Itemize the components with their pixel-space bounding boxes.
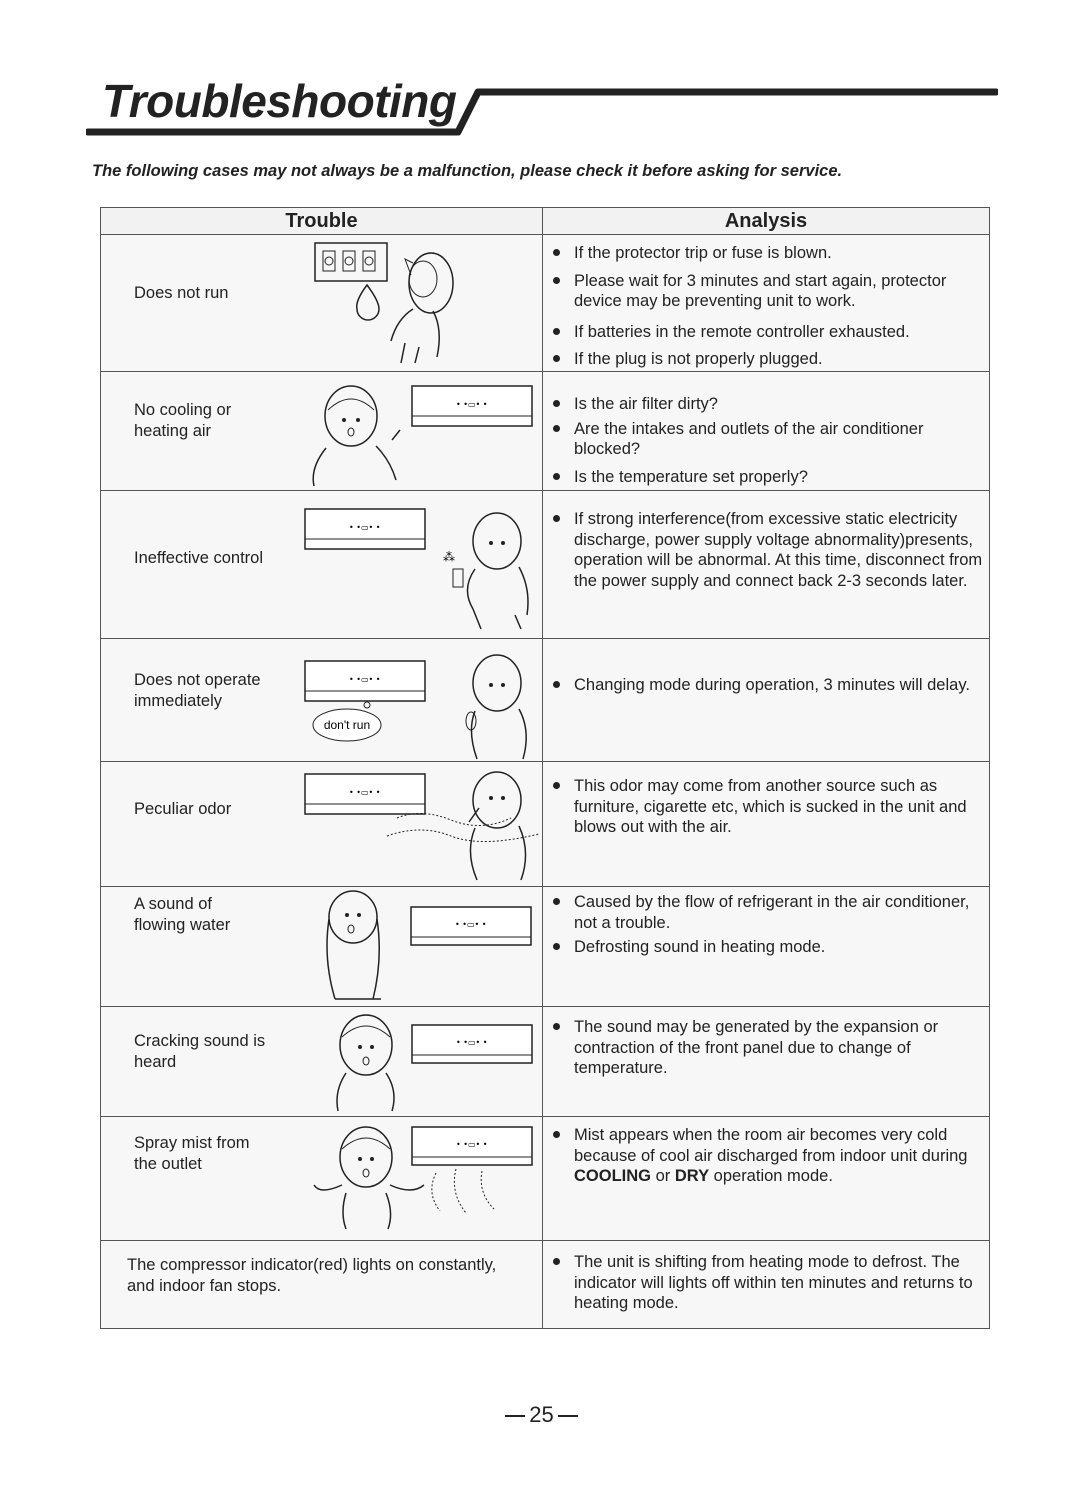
- analysis-list: [549, 509, 985, 598]
- analysis-item: Is the air filter dirty?: [549, 394, 985, 415]
- analysis-cell: [543, 762, 990, 887]
- analysis-cell: [543, 1117, 990, 1241]
- analysis-item: [549, 1125, 985, 1187]
- analysis-text: Mist appears when the room air becomes very cold because of cool air discharged from indoor unit during: [574, 1126, 968, 1165]
- page-subtitle: The following cases may not always be a malfunction, please check it before asking for service.: [92, 162, 843, 180]
- svg-text:• •▭• •: • •▭• •: [456, 1038, 488, 1047]
- analysis-item: If strong interference(from excessive static electricity discharge, power supply voltage abnormality)presents, operation will be abnormal. At this time, disconnect from the power supply and connect back 2-3 seconds later.: [549, 509, 985, 591]
- analysis-list: [549, 1252, 985, 1321]
- analysis-list: [549, 892, 985, 965]
- analysis-item: Defrosting sound in heating mode.: [549, 937, 985, 958]
- dash-right: [558, 1415, 578, 1417]
- trouble-cell: [101, 235, 543, 372]
- woman-wondering-ac-icon: [306, 380, 536, 490]
- analysis-list: [549, 1017, 985, 1086]
- trouble-cell: [101, 639, 543, 762]
- table-row: [101, 639, 990, 762]
- trouble-text: Spray mist from the outlet: [134, 1134, 250, 1173]
- analysis-list: [549, 394, 985, 494]
- trouble-cell: [101, 887, 543, 1007]
- analysis-list: [549, 1125, 985, 1194]
- analysis-item: Changing mode during operation, 3 minutes will delay.: [549, 675, 985, 696]
- analysis-cell: [543, 639, 990, 762]
- trouble-text: No cooling or heating air: [134, 401, 232, 440]
- svg-text:• •▭• •: • •▭• •: [349, 523, 381, 532]
- page-number: [0, 1402, 1083, 1428]
- trouble-text: A sound of flowing water: [134, 895, 231, 934]
- trouble-text: Ineffective control: [134, 549, 264, 567]
- table-row: [101, 372, 990, 491]
- analysis-item: If batteries in the remote controller exhausted.: [549, 322, 985, 343]
- mode-cooling-label: COOLING: [574, 1167, 651, 1185]
- analysis-list: [549, 243, 985, 377]
- analysis-item: The unit is shifting from heating mode to defrost. The indicator will lights off within ten minutes and returns to heating mode.: [549, 1252, 985, 1314]
- svg-text:• •▭• •: • •▭• •: [456, 400, 488, 409]
- trouble-text: Does not operate immediately: [134, 671, 261, 710]
- trouble-text: Peculiar odor: [134, 800, 232, 818]
- troubleshooting-table: [100, 207, 990, 1329]
- trouble-cell: [101, 762, 543, 887]
- analysis-cell: [543, 1007, 990, 1117]
- analysis-item: If the plug is not properly plugged.: [549, 349, 985, 370]
- trouble-text: Does not run: [134, 284, 229, 302]
- analysis-cell: [543, 1241, 990, 1329]
- table-row: [101, 887, 990, 1007]
- svg-text:• •▭• •: • •▭• •: [455, 920, 487, 929]
- svg-text:• •▭• •: • •▭• •: [349, 675, 381, 684]
- svg-text:⁂: ⁂: [443, 550, 455, 564]
- woman-seeing-mist-icon: [306, 1123, 536, 1233]
- dash-left: [505, 1415, 525, 1417]
- woman-with-ac-not-running-icon: [301, 647, 537, 761]
- analysis-item: Is the temperature set properly?: [549, 467, 985, 488]
- trouble-cell: [101, 491, 543, 639]
- svg-text:• •▭• •: • •▭• •: [349, 788, 381, 797]
- analysis-text: operation mode.: [709, 1167, 833, 1185]
- page-title: Troubleshooting: [102, 75, 457, 127]
- table-row: [101, 1241, 990, 1329]
- page-number-value: 25: [529, 1402, 554, 1427]
- analysis-item: If the protector trip or fuse is blown.: [549, 243, 985, 264]
- analysis-item: The sound may be generated by the expansion or contraction of the front panel due to change of temperature.: [549, 1017, 985, 1079]
- trouble-cell: [101, 1117, 543, 1241]
- trouble-text: The compressor indicator(red) lights on constantly, and indoor fan stops.: [127, 1256, 497, 1295]
- analysis-cell: [543, 491, 990, 639]
- speech-bubble-text: don't run: [323, 718, 371, 732]
- table-row: [101, 1117, 990, 1241]
- woman-smelling-odor-icon: [301, 768, 541, 884]
- analysis-item: Caused by the flow of refrigerant in the air conditioner, not a trouble.: [549, 892, 985, 933]
- trouble-text: Cracking sound is heard: [134, 1032, 266, 1071]
- woman-checking-fuse-box-icon: [313, 239, 463, 364]
- trouble-cell: [101, 1007, 543, 1117]
- analysis-item: Are the intakes and outlets of the air conditioner blocked?: [549, 419, 985, 460]
- woman-with-remote-icon: [301, 505, 537, 633]
- analysis-list: [549, 675, 985, 703]
- woman-hearing-cracking-icon: [326, 1011, 536, 1115]
- analysis-item: This odor may come from another source such as furniture, cigarette etc, which is sucked in the unit and blows out with the air.: [549, 776, 985, 838]
- analysis-text: or: [651, 1167, 675, 1185]
- analysis-item: Please wait for 3 minutes and start again, protector device may be preventing unit to work.: [549, 271, 985, 312]
- mode-dry-label: DRY: [674, 1167, 710, 1185]
- table-row: [101, 235, 990, 372]
- table-header-row: [101, 208, 990, 235]
- trouble-cell: [101, 372, 543, 491]
- table-row: [101, 491, 990, 639]
- analysis-cell: [543, 235, 990, 372]
- table-row: [101, 1007, 990, 1117]
- trouble-cell: [101, 1241, 543, 1329]
- svg-text:• •▭• •: • •▭• •: [456, 1140, 488, 1149]
- analysis-cell: [543, 372, 990, 491]
- woman-hearing-water-icon: [321, 889, 536, 1005]
- title-banner: [86, 70, 998, 142]
- table-row: [101, 762, 990, 887]
- header-trouble: Trouble: [101, 208, 543, 235]
- analysis-cell: [543, 887, 990, 1007]
- header-analysis: Analysis: [543, 208, 990, 235]
- analysis-list: [549, 776, 985, 845]
